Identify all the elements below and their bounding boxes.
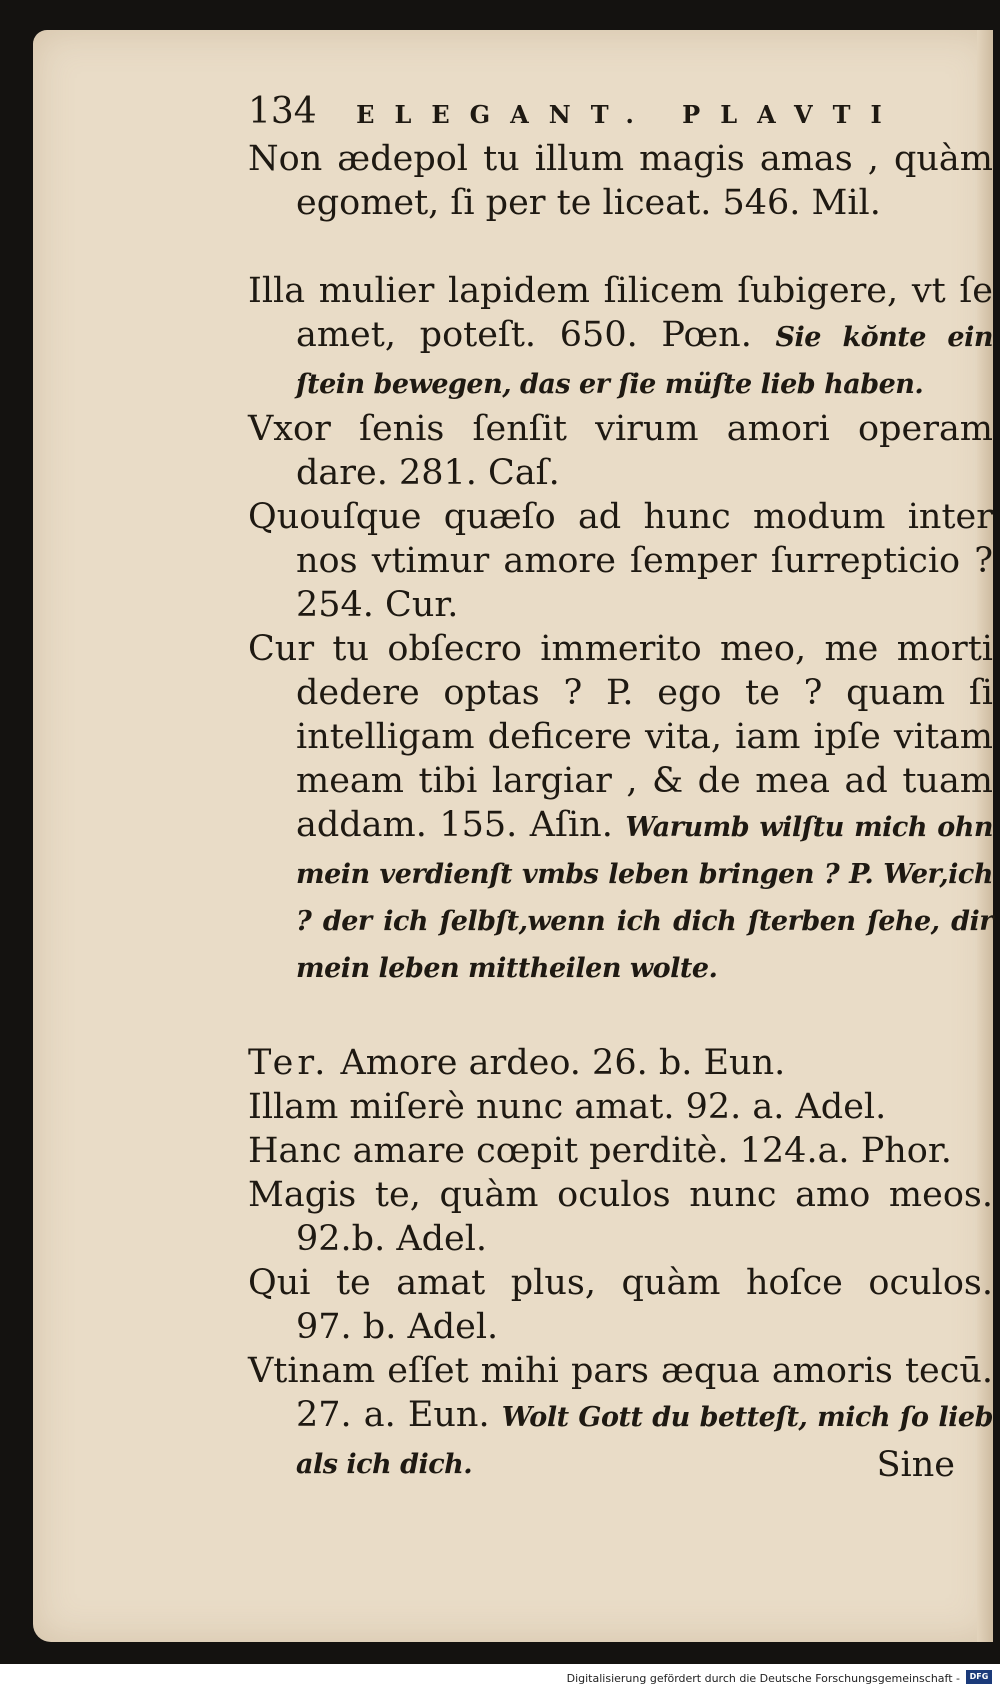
running-head [248, 90, 993, 137]
entry: Vxor ſenis ſenſit virum amori operam dare. 281. Caſ. [248, 409, 993, 493]
entry-reference: 92. a. Adel. [685, 1087, 887, 1127]
entry-reference: 281. Caſ. [398, 453, 560, 493]
entry-reference: 92.b. Adel. [296, 1219, 488, 1259]
entry-reference: 254. Cur. [296, 585, 459, 625]
digitization-footer [0, 1664, 1000, 1691]
author-label: Ter. [248, 1043, 330, 1083]
entry: Illam miſerè nunc amat. 92. a. Adel. [248, 1087, 887, 1127]
entry-reference: 124.a. Phor. [739, 1131, 952, 1171]
entry: Hanc amare cœpit perditè. 124.a. Phor. [248, 1131, 952, 1171]
german-translation: Sie kŏnte ein ſtein bewegen, das er ſie müſte lieb haben. [296, 322, 993, 400]
entry: Cur tu obſecro immerito meo, me morti dedere optas ? P. ego te ? quam ſi intelligam deficere vita, iam ipſe vitam meam tibi largiar , & de mea ad tuam addam. 155. Aſin. Warumb wilſtu mich ohn mein verdienſt vmbs leben bringen ? P. Wer,ich ? der ich ſelbſt,wenn ich dich ſterben ſehe, dir mein leben mittheilen wolte. [248, 629, 993, 984]
german-translation: Wolt Gott du betteſt, mich ſo lieb als ich dich. [296, 1402, 993, 1480]
entry: Ter. Amore ardeo. 26. b. Eun. [248, 1043, 786, 1083]
entry: Non ædepol tu illum magis amas , quàm egomet, ſi per te liceat. 546. Mil. [248, 139, 993, 223]
entry-reference: 546. Mil. [722, 183, 881, 223]
entry: Magis te, quàm oculos nunc amo meos. 92.b. Adel. [248, 1175, 993, 1259]
catchword: Sine [876, 1445, 955, 1485]
page-number: 134 [248, 91, 317, 132]
running-title: ELEGANT. PLAVTI [356, 100, 902, 129]
dfg-logo-icon: DFG [966, 1670, 992, 1684]
entry-reference: 27. a. Eun. [296, 1395, 490, 1435]
book-page [33, 30, 993, 1642]
entry: Vtinam eſſet mihi pars æqua amoris tecū. 27. a. Eun. Wolt Gott du betteſt, mich ſo lieb als ich dich. [248, 1351, 993, 1480]
page-text [248, 90, 993, 1487]
entry: Qui te amat plus, quàm hoſce oculos. 97. b. Adel. [248, 1263, 993, 1347]
entry-reference: 97. b. Adel. [296, 1307, 499, 1347]
entry-reference: 155. Aſin. [439, 805, 613, 845]
entry: Illa mulier lapidem ſilicem ſubigere, vt ſe amet, poteſt. 650. Pœn. Sie kŏnte ein ſtein bewegen, das er ſie müſte lieb haben. [248, 271, 993, 400]
german-translation: Warumb wilſtu mich ohn mein verdienſt vmbs leben bringen ? P. Wer,ich ? der ich ſelbſt,wenn ich dich ſterben ſehe, dir mein leben mittheilen wolte. [296, 812, 993, 984]
funding-credit: Digitalisierung gefördert durch die Deutsche Forschungsgemeinschaft - [566, 1672, 960, 1685]
entry-reference: 26. b. Eun. [592, 1043, 786, 1083]
entry: Quouſque quæſo ad hunc modum inter nos vtimur amore ſemper ſurrepticio ? 254. Cur. [248, 497, 993, 625]
spacer [248, 991, 993, 1041]
entry-reference: 650. Pœn. [559, 315, 752, 355]
spacer [248, 225, 993, 269]
